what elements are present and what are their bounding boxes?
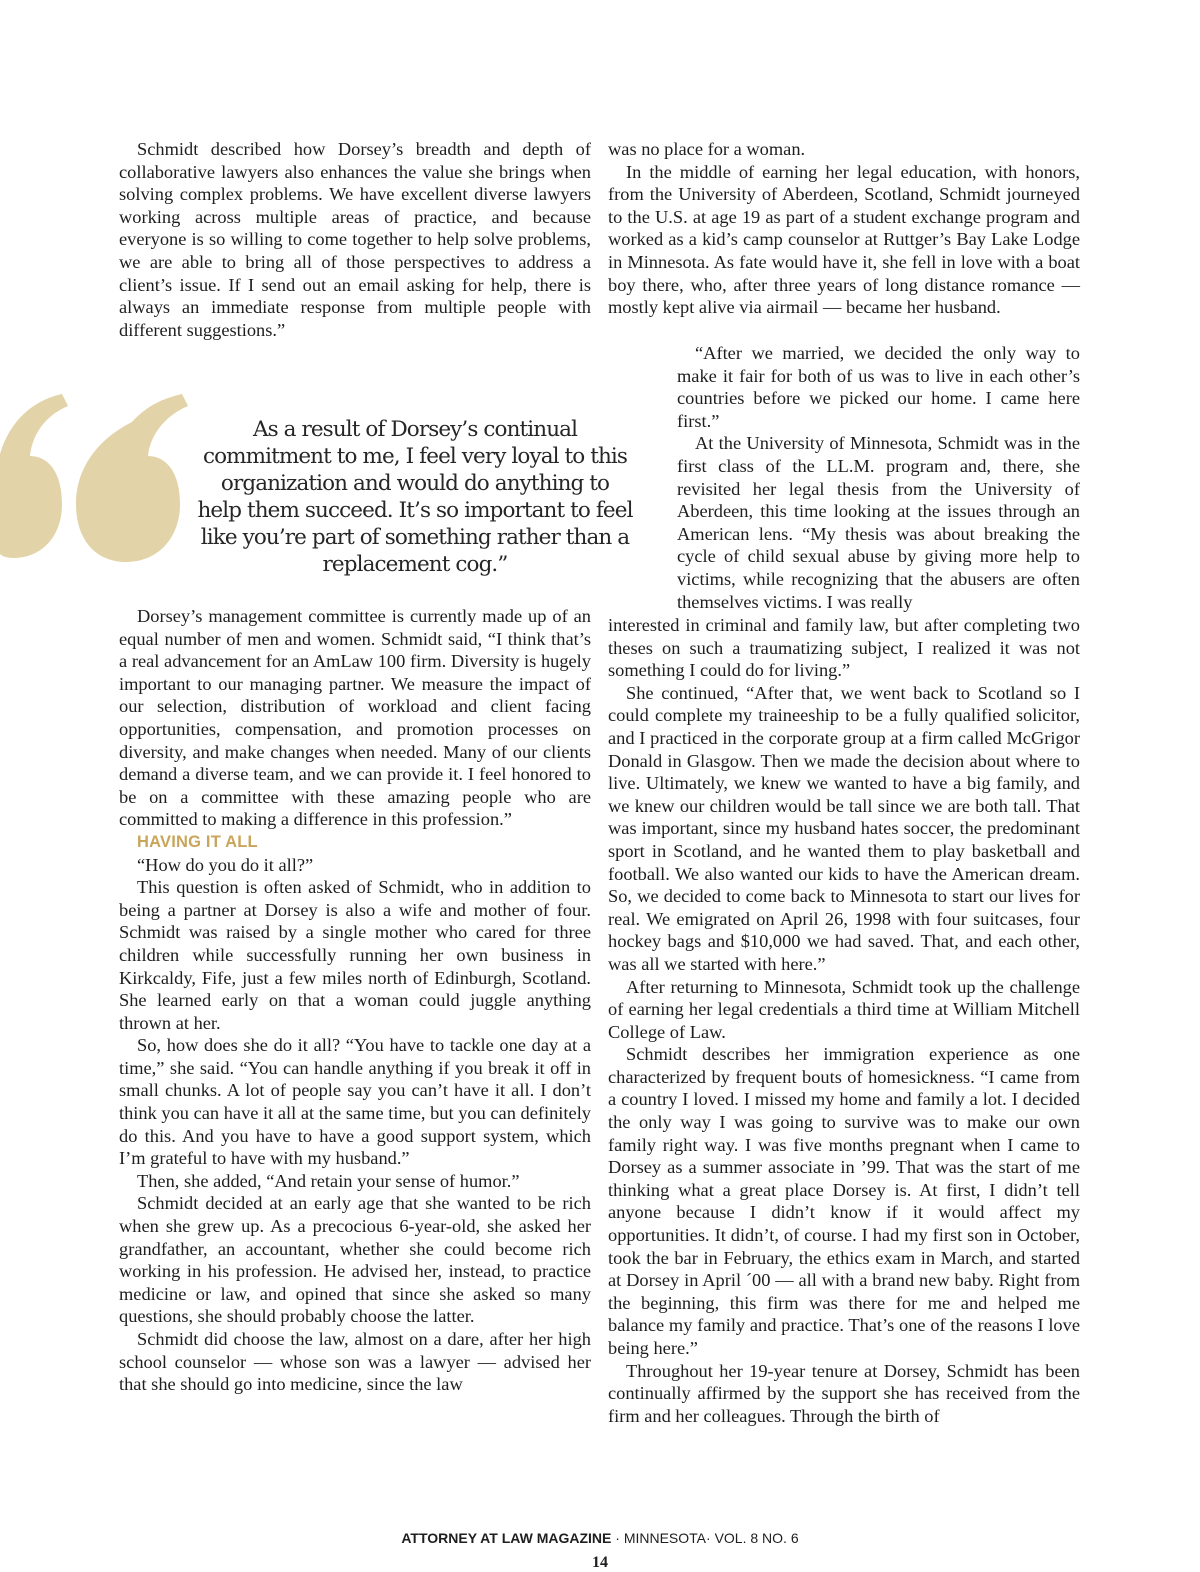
page-number: 14 <box>592 1554 608 1571</box>
right-column-narrow <box>677 342 1080 613</box>
left-column-top <box>119 138 591 341</box>
paragraph: In the middle of earning her legal education, with honors, from the University of Aberdeen, Scotland, Schmidt journeyed to the U.S. at age 19 as part of a student exchange program and worked as a kid’s camp counselor at Ruttger’s Bay Lake Lodge in Minnesota. As fate would have it, she fell in love with a boat boy there, who, after three years of long distance romance — mostly kept alive via airmail — became her husband. <box>608 161 1080 318</box>
paragraph: “How do you do it all?” <box>137 854 314 875</box>
paragraph: Throughout her 19-year tenure at Dorsey, Schmidt has been continually affirmed by the support she has received from the firm and her colleagues. Through the birth of <box>608 1360 1080 1426</box>
right-column-top <box>608 138 1080 319</box>
magazine-name: ATTORNEY AT LAW MAGAZINE <box>401 1530 612 1546</box>
paragraph: Schmidt decided at an early age that she wanted to be rich when she grew up. As a precocious 6-year-old, she asked her grandfather, an accountant, whether she could become rich working in his profession. He advised her, instead, to practice medicine or law, and opined that since she asked so many questions, she should probably choose the latter. <box>119 1193 591 1327</box>
quotation-mark-icon <box>0 392 190 582</box>
paragraph: Then, she added, “And retain your sense of humor.” <box>137 1170 520 1191</box>
paragraph: “After we married, we decided the only way to make it fair for both of us was to live in each other’s countries before we picked our home. I came here first.” <box>677 343 1080 431</box>
pull-quote: As a result of Dorsey’s continual commitment to me, I feel very loyal to this organization and would do anything to help them succeed. It’s so important to feel like you’re part of something rather than a replacement cog.” <box>197 417 633 577</box>
paragraph: Schmidt did choose the law, almost on a dare, after her high school counselor — whose son was a lawyer — advised her that she should go into medicine, since the law <box>119 1329 591 1395</box>
footer-separator: · <box>706 1530 715 1546</box>
paragraph: was no place for a woman. <box>608 139 806 159</box>
footer-region: MINNESOTA <box>623 1530 707 1546</box>
page-footer <box>0 1530 1200 1546</box>
footer-volume: VOL. 8 NO. 6 <box>714 1530 799 1546</box>
paragraph: Dorsey’s management committee is currently made up of an equal number of men and women. Schmidt said, “I think that’s a real advancement for an AmLaw 100 firm. Diversity is hugely important to our managing partner. We measure the impact of our selection, distribution of workload and client facing opportunities, compensation, and promotion processes on diversity, and make changes when needed. Many of our clients demand a diverse team, and we can provide it. I feel honored to be on a committee with these amazing people who are committed to making a difference in this profession.” <box>119 606 591 830</box>
paragraph: This question is often asked of Schmidt, who in addition to being a partner at Dorsey is also a wife and mother of four. Schmidt was raised by a single mother who cared for three children while successfully running her own business in Kirkcaldy, Fife, just a few miles north of Edinburgh, Scotland. She learned early on that a woman could juggle anything thrown at her. <box>119 877 591 1033</box>
paragraph: She continued, “After that, we went back to Scotland so I could complete my traineeship to be a fully qualified solicitor, and I practiced in the corporate group at a firm called McGrigor Donald in Glasgow. Then we made the decision about where to live. Ultimately, we knew we wanted to have a big family, and we knew our children would be tall since we are both tall. That was important, since my husband hates soccer, the predominant sport in Scotland, and he wanted them to play basketball and football. We also wanted our kids to have the American dream. So, we decided to come back to Minnesota to start our lives for real. We emigrated on April 26, 1998 with four suitcases, four hockey bags and $10,000 we had saved. That, and each other, was all we started with here.” <box>608 682 1080 974</box>
footer-separator: · <box>611 1530 624 1546</box>
paragraph: interested in criminal and family law, but after completing two theses on such a traumatizing subject, I realized it was not something I could do for living.” <box>608 615 1080 681</box>
left-column-bottom <box>119 605 591 1396</box>
paragraph: After returning to Minnesota, Schmidt took up the challenge of earning her legal credentials a third time at William Mitchell College of Law. <box>608 976 1080 1042</box>
paragraph: So, how does she do it all? “You have to tackle one day at a time,” she said. “You can handle anything if you break it off in small chunks. A lot of people say you can’t have it all. I don’t think you can have it all at the same time, but you can definitely do this. And you have to have a good support system, which I’m grateful to have with my husband.” <box>119 1035 591 1169</box>
paragraph: At the University of Minnesota, Schmidt was in the first class of the LL.M. program and, there, she revisited her legal thesis from the University of Aberdeen, this time looking at the issues through an American lens. “My thesis was about breaking the cycle of child sexual abuse by giving more help to victims, while recognizing that the abusers are often themselves victims. I was really <box>677 433 1080 612</box>
right-column-bottom <box>608 614 1080 1427</box>
paragraph: Schmidt describes her immigration experience as one characterized by frequent bouts of homesickness. “I came from a country I loved. I missed my home and family a lot. I decided the only way I was going to survive was to make our own family right way. I was five months pregnant when I came to Dorsey as a summer associate in ’99. That was the start of me thinking what a great place Dorsey is. At first, I didn’t tell anyone because I didn’t know if it would affect my opportunities. It didn’t, of course. I had my first son in October, took the bar in February, the ethics exam in March, and started at Dorsey in April ´00 — all with a brand new baby. Right from the beginning, this firm was there for me and helped me balance my family and practice. That’s one of the reasons I love being here.” <box>608 1044 1080 1358</box>
paragraph: Schmidt described how Dorsey’s breadth and depth of collaborative lawyers also enhances the value she brings when solving complex problems. We have excellent diverse lawyers working across multiple areas of practice, and because everyone is so willing to come together to help solve problems, we are able to bring all of those perspectives to address a client’s issue. If I send out an email asking for help, there is always an immediate response from multiple people with different suggestions.” <box>119 139 591 340</box>
section-heading: HAVING IT ALL <box>137 832 258 851</box>
